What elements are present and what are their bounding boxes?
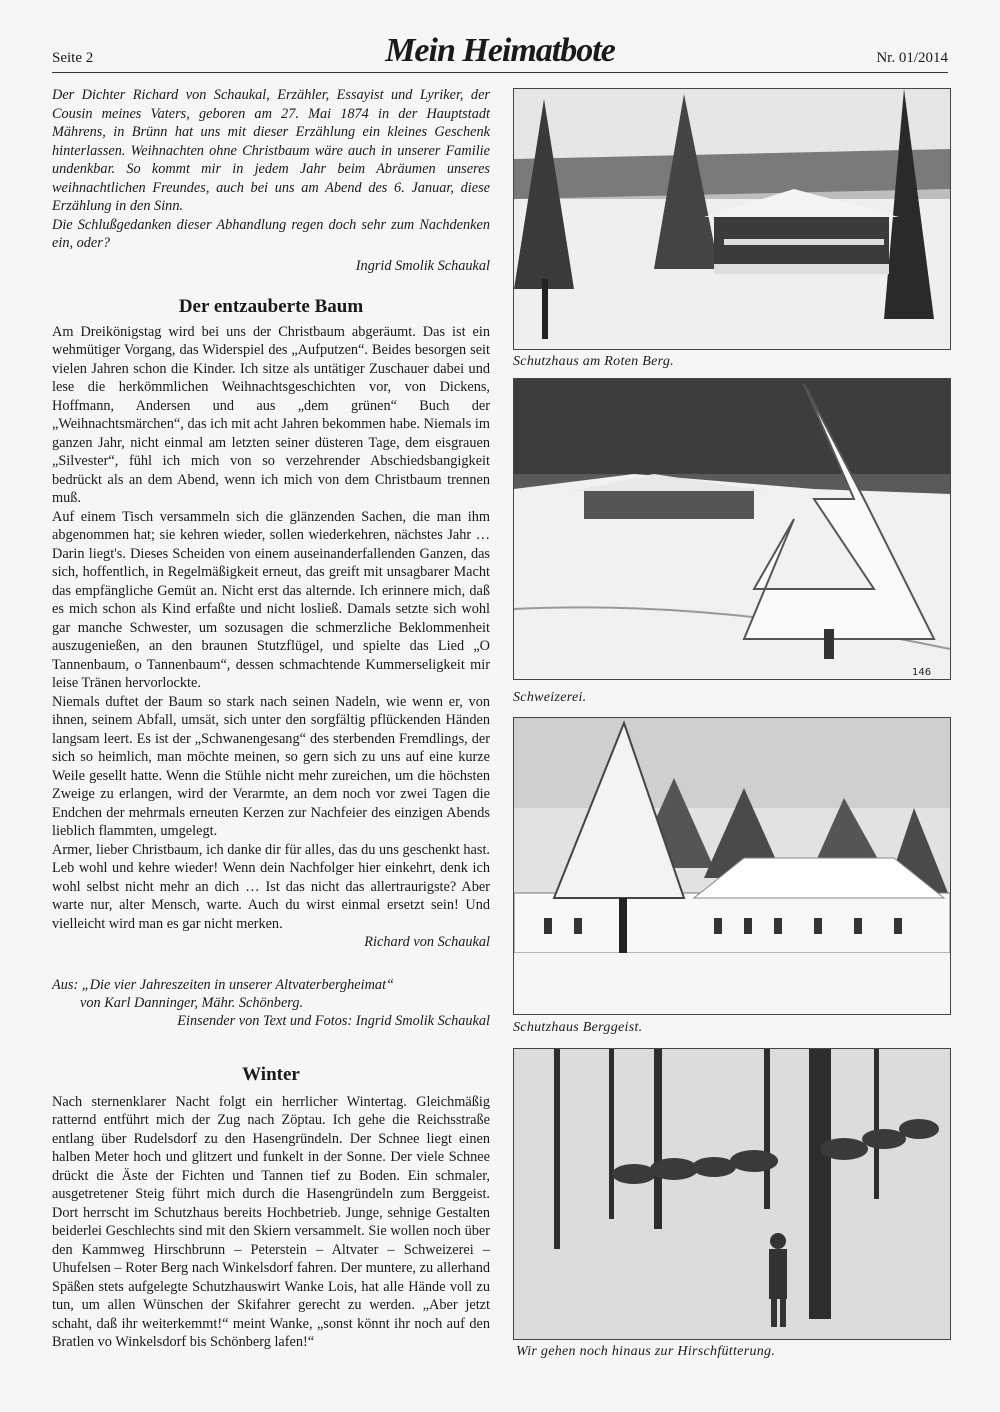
photo-caption: Schweizerei.: [513, 690, 587, 705]
photo-caption: Schutzhaus am Roten Berg.: [513, 354, 674, 369]
source-line: Einsender von Text und Fotos: Ingrid Smolik Schaukal: [177, 1013, 490, 1029]
photo-caption: Wir gehen noch hinaus zur Hirschfütterung.: [516, 1344, 776, 1359]
source-note: [52, 976, 490, 1030]
issue-number: Nr. 01/2014: [876, 50, 948, 66]
page-header: [52, 30, 948, 73]
intro-signature: Ingrid Smolik Schaukal: [355, 257, 490, 274]
article-paragraph: Nach sternenklarer Nacht folgt ein herrlicher Wintertag. Gleichmäßig ratternd entführt mich der Zug nach Zöptau. Ich gehe die Reichsstraße entlang über Rudelsdorf zu den Hasengründeln. Der Schnee liegt einen halben Meter hoch und glitzert und funkelt in der Sonne. Der viele Schnee drückt die Äste der Fichten und Tannen tief zu Boden. Ein schmaler, ausgetretener Steig führt mich durch die Hasengründeln zum Berggeist. Dort herrscht im Schutzhaus bereits Hochbetrieb. Junge, sehnige Gestalten beiderlei Geschlechts sind mit den Skiern versammelt. Sie wollen noch über den Kammweg Hirschbrunn – Peterstein – Altvater – Schweizerei – Uhufelsen – Roter Berg nach Winkelsdorf fahren. Der muntere, zu allerhand Späßen stets aufgelegte Schutzhauswirt Wanke Lois, hat alle Hände voll zu tun, um allen Wünschen der Skifahrer gerecht zu werden. „Aber jetzt schaht, daß ihr weiterkemmt!“ meint Wanke, „sonst könnt ihr noch auf den Bratlen vo Winkelsdorf bis Schönberg lafen!“: [52, 1093, 490, 1350]
photo-caption: Schutzhaus Berggeist.: [513, 1020, 643, 1035]
article-paragraph: Am Dreikönigstag wird bei uns der Christbaum abgeräumt. Das ist ein wehmütiger Vorgang, das Widerspiel des „Aufputzen“. Beides besorgen seit vielen Jahren schon die Kinder. Ich sitze als untätiger Zuschauer dabei und lese die herkömmlichen Weihnachtsgeschichten vor, von Dickens, Hoffmann, Andersen und aus „dem grünen“ Buch der „Weihnachtsmärchen“, das ich mit acht Jahren bekommen habe. Niemals im ganzen Jahr, nicht einmal am letzten seiner düsteren Tage, dem eisgrauen „Silvester“, fühl ich mich von so verzehrender Abschiedsbangigkeit bedrückt als an dem Abend, wenn ich mich von dem Christbaum trennen muß.: [52, 323, 490, 506]
snow-chalet-photo: [513, 88, 951, 350]
article-title: Der entzauberte Baum: [178, 296, 364, 317]
article-paragraph: Auf einem Tisch versammeln sich die glänzenden Sachen, die man ihm abgenommen hat; sie kehren wieder, sollen wiederkehren, nächstes Jahr … Darin liegt's. Dieses Scheiden von einem auseinanderfallenden Ganzen, das sich, hoffentlich, in Regelmäßigkeit erneut, das greift mit unsagbarer Macht das empfängliche Gemüt an. Nicht erst das alternde. Ich erinnere mich, daß es mich schon als Kind erfaßte und nicht losließ. Damals setzte sich wohl gar manche Schwester, um sozusagen die schmerzliche Beklommenheit auszugenießen, an den braunen Stutzflügel, und spielte das Lied „O Tannenbaum, o Tannenbaum“, dessen schmachtende Kummerseligkeit mir leise Tränen hervorlockte.: [52, 508, 490, 691]
snow-tree-photo: [513, 378, 951, 680]
article-paragraph: Armer, lieber Christbaum, ich danke dir für alles, das du uns geschenkt hast. Leb wohl und kehre wieder! Wenn dein Nachfolger hier einkehrt, denk ich wohl selbst nicht mehr an dich … Ist das nicht das allertraurigste? Aber warte nur, alter Mensch, warte. Auch du wirst einmal ersetzt sein! Und vielleicht wird man es gar nicht merken.: [52, 841, 490, 932]
photo-number: 146: [912, 667, 932, 678]
intro-text: Der Dichter Richard von Schaukal, Erzähler, Essayist und Lyriker, der Cousin meines Vaters, geboren am 27. Mai 1874 in der Hauptstadt Mährens, in Brünn hat uns mit dieser Erzählung ein kleines Geschenk hinterlassen. Weihnachten ohne Christbaum wäre auch in unserer Familie undenkbar. So kommt mir in jedem Jahr beim Abräumen unseres weihnachtlichen Freundes, auch bei uns am Abend des 6. Januar, diese Erzählung in den Sinn.: [52, 87, 490, 214]
newspaper-title: Mein Heimatbote: [385, 32, 615, 69]
source-line: Aus: „Die vier Jahreszeiten in unserer Altvaterbergheimat“: [52, 977, 395, 993]
deer-feeding-photo: [513, 1048, 951, 1340]
page-number: Seite 2: [52, 50, 94, 66]
article-title: Winter: [242, 1064, 300, 1085]
intro-text-2: Die Schlußgedanken dieser Abhandlung regen doch sehr zum Nachdenken ein, oder?: [52, 216, 490, 251]
article-entzauberte-baum: [52, 298, 490, 952]
intro-block: [52, 86, 490, 275]
source-line: von Karl Danninger, Mähr. Schönberg.: [80, 995, 304, 1011]
snow-house-photo: [513, 717, 951, 1015]
article-signature: Richard von Schaukal: [364, 934, 490, 950]
article-winter: [52, 1066, 490, 1352]
article-paragraph: Niemals duftet der Baum so stark nach seinen Nadeln, wie wenn er, von ihnen, seinem Abfall, umsät, sich unter den sorgfältig pflückenden Händen langsam leert. Es ist der „Schwanengesang“ des sterbenden Fremdlings, der sich so heimlich, man möchte meinen, so gern sich zu uns auf eine kurze Weile gesellt hatte. Wenn die Stühle nicht mehr zureichen, um die höchsten Zweige zu erlangen, wird der Verarmte, an dem noch vor zwei Tagen die Endchen der mehrmals erneuten Kerzen zur Nachfeier des einzigen Abends lieblich flammten, umgelegt.: [52, 693, 490, 839]
